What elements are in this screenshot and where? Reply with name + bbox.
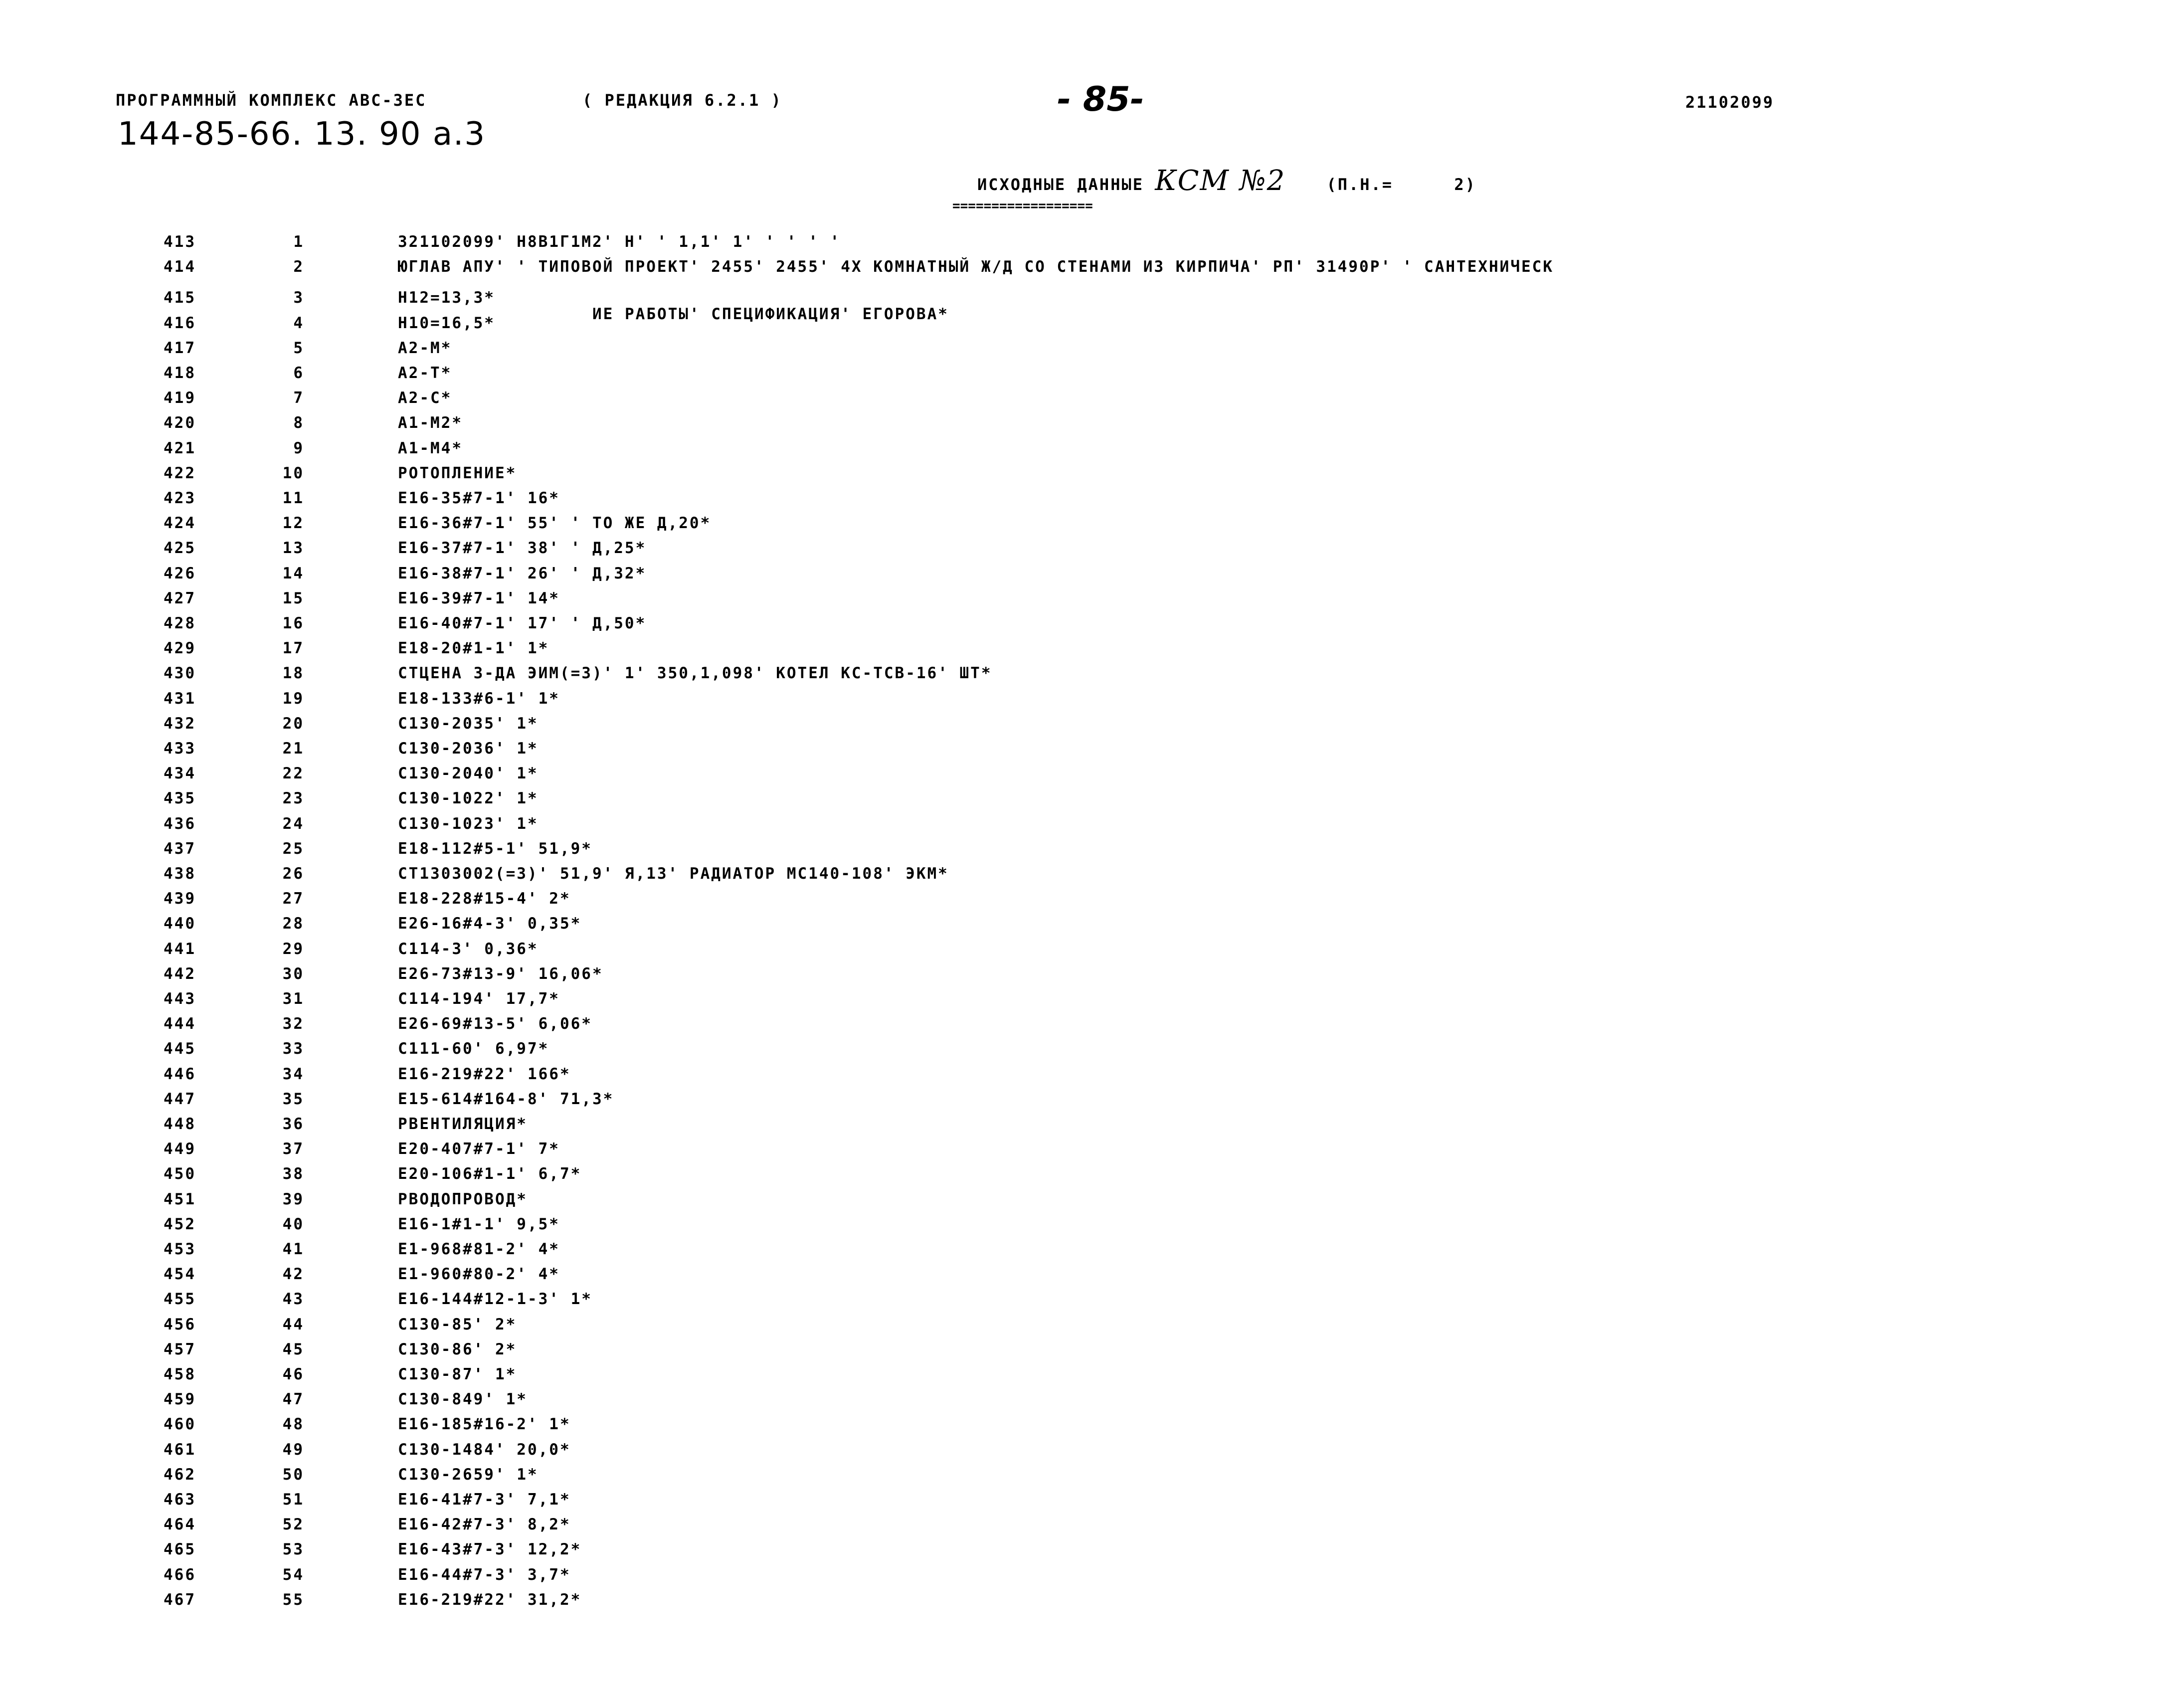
line-number: 422: [164, 464, 196, 482]
line-number: 431: [164, 690, 196, 708]
record-text: Е16-41#7-3' 7,1*: [398, 1491, 571, 1509]
section-title-text: ИСХОДНЫЕ ДАННЫЕ: [977, 175, 1144, 194]
sequence-number: 26: [282, 865, 304, 883]
sequence-number: 25: [282, 840, 304, 858]
record-text: Е1-968#81-2' 4*: [398, 1240, 560, 1258]
line-number: 438: [164, 865, 196, 883]
line-number: 445: [164, 1040, 196, 1058]
line-number: 467: [164, 1591, 196, 1609]
record-text: С130-2035' 1*: [398, 715, 539, 733]
line-number: 429: [164, 639, 196, 657]
line-number: 447: [164, 1090, 196, 1108]
sequence-number: 47: [282, 1390, 304, 1408]
sequence-number: 19: [282, 690, 304, 708]
sequence-number: 1: [293, 233, 304, 251]
line-number: 444: [164, 1015, 196, 1033]
sequence-number: 22: [282, 764, 304, 782]
line-number: 446: [164, 1065, 196, 1083]
line-number: 420: [164, 414, 196, 432]
sequence-number: 46: [282, 1365, 304, 1383]
record-text: Е16-185#16-2' 1*: [398, 1415, 571, 1433]
record-text: Е26-69#13-5' 6,06*: [398, 1015, 592, 1033]
line-number: 413: [164, 233, 196, 251]
sequence-number: 35: [282, 1090, 304, 1108]
sequence-number: 5: [293, 339, 304, 357]
record-text: Е16-144#12-1-3' 1*: [398, 1290, 592, 1308]
handwritten-section-mark: КСМ №2: [1155, 165, 1286, 197]
line-number: 432: [164, 715, 196, 733]
sequence-number: 24: [282, 815, 304, 833]
sequence-number: 49: [282, 1441, 304, 1459]
sequence-number: 23: [282, 789, 304, 807]
line-number: 421: [164, 439, 196, 457]
sequence-number: 28: [282, 915, 304, 933]
line-number: 423: [164, 489, 196, 507]
line-number: 449: [164, 1140, 196, 1158]
line-number: 451: [164, 1190, 196, 1208]
record-text: Е16-39#7-1' 14*: [398, 589, 560, 607]
record-text: Н10=16,5*: [398, 314, 495, 332]
record-text: Е26-73#13-9' 16,06*: [398, 965, 603, 983]
record-text: С130-1022' 1*: [398, 789, 539, 807]
line-number: 440: [164, 915, 196, 933]
sequence-number: 8: [293, 414, 304, 432]
sequence-number: 7: [293, 389, 304, 407]
line-number: 428: [164, 614, 196, 632]
sequence-number: 45: [282, 1340, 304, 1358]
sequence-number: 54: [282, 1566, 304, 1584]
record-text: Е20-407#7-1' 7*: [398, 1140, 560, 1158]
record-text: Е18-112#5-1' 51,9*: [398, 840, 592, 858]
sequence-number: 33: [282, 1040, 304, 1058]
sequence-number: 6: [293, 364, 304, 382]
record-text: С130-87' 1*: [398, 1365, 517, 1383]
record-text: С130-86' 2*: [398, 1340, 517, 1358]
sequence-number: 55: [282, 1591, 304, 1609]
sequence-number: 44: [282, 1316, 304, 1333]
sequence-number: 34: [282, 1065, 304, 1083]
line-number: 435: [164, 789, 196, 807]
record-text: Е16-37#7-1' 38' ' Д,25*: [398, 539, 647, 557]
sequence-number: 3: [293, 289, 304, 307]
line-number: 452: [164, 1215, 196, 1233]
sequence-number: 37: [282, 1140, 304, 1158]
sequence-number: 18: [282, 664, 304, 682]
line-number: 430: [164, 664, 196, 682]
sequence-number: 2: [293, 258, 304, 276]
row-continuation: ИЕ РАБОТЫ' СПЕЦИФИКАЦИЯ' ЕГОРОВА*: [592, 305, 949, 323]
line-number: 414: [164, 258, 196, 276]
record-text: Е18-20#1-1' 1*: [398, 639, 549, 657]
sequence-number: 42: [282, 1265, 304, 1283]
record-text: С130-849' 1*: [398, 1390, 528, 1408]
line-number: 442: [164, 965, 196, 983]
record-text: Е1-960#80-2' 4*: [398, 1265, 560, 1283]
record-text: Е18-133#6-1' 1*: [398, 690, 560, 708]
sequence-number: 11: [282, 489, 304, 507]
sequence-number: 30: [282, 965, 304, 983]
sequence-number: 52: [282, 1516, 304, 1533]
sequence-number: 39: [282, 1190, 304, 1208]
line-number: 426: [164, 565, 196, 582]
record-text: РВЕНТИЛЯЦИЯ*: [398, 1115, 528, 1133]
line-number: 460: [164, 1415, 196, 1433]
record-text: РВОДОПРОВОД*: [398, 1190, 528, 1208]
line-number: 454: [164, 1265, 196, 1283]
record-text: Е16-43#7-3' 12,2*: [398, 1540, 582, 1558]
record-text: С130-2659' 1*: [398, 1466, 539, 1484]
sequence-number: 29: [282, 940, 304, 958]
record-text: А2-Т*: [398, 364, 452, 382]
line-number: 425: [164, 539, 196, 557]
line-number: 415: [164, 289, 196, 307]
sequence-number: 43: [282, 1290, 304, 1308]
record-text: Е16-219#22' 31,2*: [398, 1591, 582, 1609]
record-text: С130-85' 2*: [398, 1316, 517, 1333]
sequence-number: 21: [282, 740, 304, 758]
sequence-number: 13: [282, 539, 304, 557]
page-number: - 85-: [1057, 80, 1144, 119]
page-value: 2): [1454, 175, 1476, 194]
record-text: ЮГЛАВ АПУ' ' ТИПОВОЙ ПРОЕКТ' 2455' 2455' 4Х КОМНАТНЫЙ Ж/Д СО СТЕНАМИ ИЗ КИРПИЧА' РП' 31490Р' ' САНТЕХНИЧЕСК: [398, 258, 1554, 276]
line-number: 462: [164, 1466, 196, 1484]
handwritten-reference: 144-85-66. 13. 90 a.3: [118, 116, 486, 153]
record-text: Е16-40#7-1' 17' ' Д,50*: [398, 614, 647, 632]
line-number: 424: [164, 514, 196, 532]
line-number: 427: [164, 589, 196, 607]
line-number: 434: [164, 764, 196, 782]
record-text: 321102099' Н8В1Г1М2' Н' ' 1,1' 1' ' ' ' ': [398, 233, 841, 251]
record-text: А1-М4*: [398, 439, 463, 457]
line-number: 456: [164, 1316, 196, 1333]
record-text: СТЦЕНА 3-ДА ЭИМ(=3)' 1' 350,1,098' КОТЕЛ КС-ТСВ-16' ШТ*: [398, 664, 992, 682]
line-number: 465: [164, 1540, 196, 1558]
line-number: 461: [164, 1441, 196, 1459]
sequence-number: 32: [282, 1015, 304, 1033]
line-number: 450: [164, 1165, 196, 1183]
record-text: Е16-36#7-1' 55' ' ТО ЖЕ Д,20*: [398, 514, 712, 532]
record-text: Е16-1#1-1' 9,5*: [398, 1215, 560, 1233]
sequence-number: 38: [282, 1165, 304, 1183]
sequence-number: 15: [282, 589, 304, 607]
record-text: Е16-219#22' 166*: [398, 1065, 571, 1083]
record-text: Е26-16#4-3' 0,35*: [398, 915, 582, 933]
program-name: ПРОГРАММНЫЙ КОМПЛЕКС АВС-3ЕС: [116, 91, 427, 110]
sequence-number: 14: [282, 565, 304, 582]
record-text: Е15-614#164-8' 71,3*: [398, 1090, 614, 1108]
record-text: Е16-38#7-1' 26' ' Д,32*: [398, 565, 647, 582]
line-number: 464: [164, 1516, 196, 1533]
line-number: 459: [164, 1390, 196, 1408]
sequence-number: 50: [282, 1466, 304, 1484]
sequence-number: 51: [282, 1491, 304, 1509]
line-number: 448: [164, 1115, 196, 1133]
record-text: С114-194' 17,7*: [398, 990, 560, 1008]
record-text: А2-С*: [398, 389, 452, 407]
sequence-number: 16: [282, 614, 304, 632]
line-number: 441: [164, 940, 196, 958]
sequence-number: 36: [282, 1115, 304, 1133]
line-number: 453: [164, 1240, 196, 1258]
record-text: Е18-228#15-4' 2*: [398, 890, 571, 908]
edition-label: ( РЕДАКЦИЯ 6.2.1 ): [582, 91, 782, 110]
line-number: 416: [164, 314, 196, 332]
record-text: С130-1484' 20,0*: [398, 1441, 571, 1459]
line-number: 417: [164, 339, 196, 357]
line-number: 443: [164, 990, 196, 1008]
sequence-number: 4: [293, 314, 304, 332]
sequence-number: 27: [282, 890, 304, 908]
sequence-number: 9: [293, 439, 304, 457]
record-text: А1-М2*: [398, 414, 463, 432]
line-number: 463: [164, 1491, 196, 1509]
record-text: Е20-106#1-1' 6,7*: [398, 1165, 582, 1183]
sequence-number: 48: [282, 1415, 304, 1433]
line-number: 458: [164, 1365, 196, 1383]
line-number: 419: [164, 389, 196, 407]
sequence-number: 40: [282, 1215, 304, 1233]
line-number: 466: [164, 1566, 196, 1584]
record-text: РОТОПЛЕНИЕ*: [398, 464, 517, 482]
sequence-number: 31: [282, 990, 304, 1008]
sequence-number: 12: [282, 514, 304, 532]
record-text: С130-2036' 1*: [398, 740, 539, 758]
line-number: 433: [164, 740, 196, 758]
document-code: 21102099: [1685, 93, 1775, 112]
line-number: 437: [164, 840, 196, 858]
sequence-number: 20: [282, 715, 304, 733]
record-text: Н12=13,3*: [398, 289, 495, 307]
line-number: 457: [164, 1340, 196, 1358]
record-text: Е16-42#7-3' 8,2*: [398, 1516, 571, 1533]
sequence-number: 17: [282, 639, 304, 657]
line-number: 439: [164, 890, 196, 908]
line-number: 418: [164, 364, 196, 382]
page-label: (П.Н.=: [1326, 175, 1394, 194]
record-text: С114-3' 0,36*: [398, 940, 539, 958]
line-number: 455: [164, 1290, 196, 1308]
record-text: С111-60' 6,97*: [398, 1040, 549, 1058]
record-text: СТ1303002(=3)' 51,9' Я,13' РАДИАТОР МС140-108' ЭКМ*: [398, 865, 949, 883]
record-text: Е16-35#7-1' 16*: [398, 489, 560, 507]
record-text: Е16-44#7-3' 3,7*: [398, 1566, 571, 1584]
sequence-number: 53: [282, 1540, 304, 1558]
title-underline: ==================: [952, 198, 1093, 213]
line-number: 436: [164, 815, 196, 833]
sequence-number: 10: [282, 464, 304, 482]
record-text: С130-1023' 1*: [398, 815, 539, 833]
sequence-number: 41: [282, 1240, 304, 1258]
record-text: А2-М*: [398, 339, 452, 357]
record-text: С130-2040' 1*: [398, 764, 539, 782]
